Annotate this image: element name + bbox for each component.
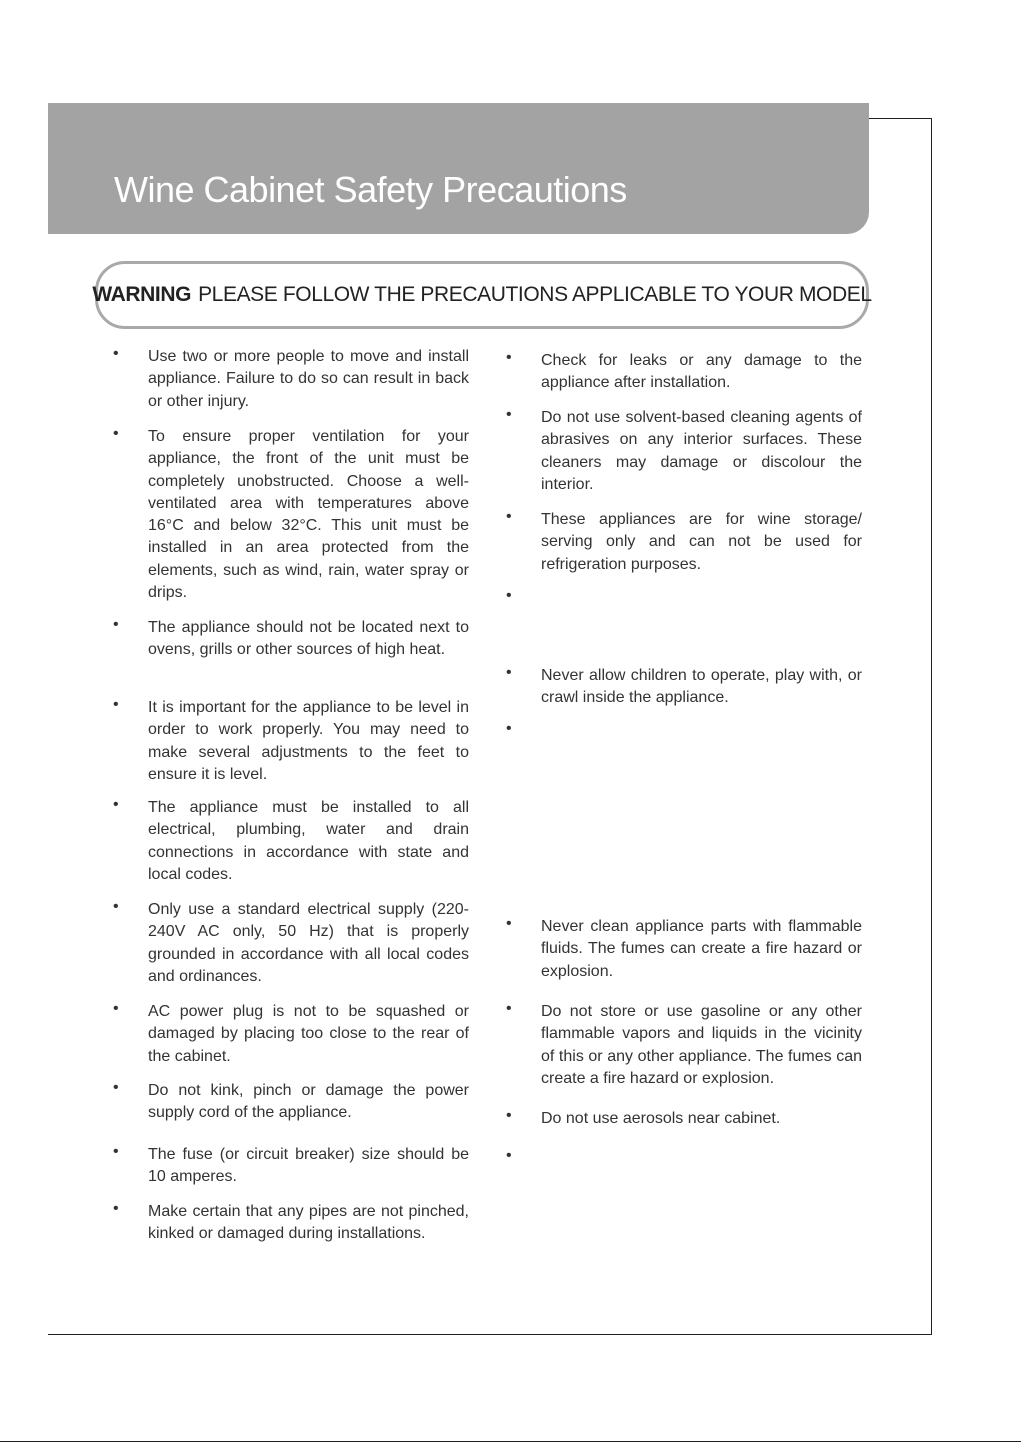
warning-text: PLEASE FOLLOW THE PRECAUTIONS APPLICABLE TO YOUR MODEL [198, 283, 872, 306]
bullet-icon: • [506, 720, 512, 737]
page-title: Wine Cabinet Safety Precautions [114, 169, 627, 210]
bullet-icon: • [113, 1200, 119, 1217]
bottom-rule [48, 1334, 932, 1335]
bullet-icon: • [113, 796, 119, 813]
bullet-icon: • [113, 1079, 119, 1096]
list-item-text: The appliance should not be located next to ovens, grills or other sources of high heat. [148, 619, 469, 659]
list-item-text: Check for leaks or any damage to the appliance after installation. [541, 352, 862, 392]
bullet-icon: • [113, 425, 119, 442]
header-band [48, 103, 869, 234]
list-item-text: The fuse (or circuit breaker) size should be 10 amperes. [148, 1146, 469, 1186]
list-item-text: To ensure proper ventilation for your appliance, the front of the unit must be completely unobstructed. Choose a well-ventilated area with temperatures above 16°C and below 32°C. This unit must be installed in an area protected from the elements, such as wind, rain, water spray or drips. [148, 428, 469, 602]
warning-banner [92, 261, 872, 329]
list-item-text: Never allow children to operate, play with, or crawl inside the appliance. [541, 667, 862, 707]
warning-label: WARNING [92, 283, 192, 306]
list-item-text: Do not store or use gasoline or any other flammable vapors and liquids in the vicinity of this or any other appliance. The fumes can create a fire hazard or explosion. [541, 1003, 862, 1087]
bullet-icon: • [113, 696, 119, 713]
list-item-text: AC power plug is not to be squashed or damaged by placing too close to the rear of the cabinet. [148, 1003, 469, 1065]
list-item-text: Never clean appliance parts with flammable fluids. The fumes can create a fire hazard or explosion. [541, 918, 862, 980]
bullet-icon: • [506, 349, 512, 366]
bullet-icon: • [506, 1147, 512, 1164]
list-item-text: Make certain that any pipes are not pinched, kinked or damaged during installations. [148, 1203, 469, 1243]
list-item-text: It is important for the appliance to be level in order to work properly. You may need to make several adjustments to the feet to ensure it is level. [148, 699, 469, 783]
bullet-icon: • [506, 664, 512, 681]
list-item-text: Do not kink, pinch or damage the power supply cord of the appliance. [148, 1082, 469, 1122]
bullet-icon: • [113, 1143, 119, 1160]
bullet-icon: • [113, 1000, 119, 1017]
bullet-icon: • [113, 616, 119, 633]
list-item-text: Do not use solvent-based cleaning agents of abrasives on any interior surfaces. These cleaners may damage or discolour the interior. [541, 409, 862, 493]
bullet-icon: • [506, 1000, 512, 1017]
page-bottom-rule [0, 1441, 1021, 1442]
bullet-icon: • [506, 587, 512, 604]
right-rule [931, 118, 932, 1335]
list-item-text: Use two or more people to move and install appliance. Failure to do so can result in back or other injury. [148, 348, 469, 410]
bullet-icon: • [506, 508, 512, 525]
bullet-icon: • [113, 345, 119, 362]
bullet-icon: • [506, 915, 512, 932]
list-item-text: These appliances are for wine storage/ serving only and can not be used for refrigeration purposes. [541, 511, 862, 573]
bullet-icon: • [506, 406, 512, 423]
list-item-text: The appliance must be installed to all electrical, plumbing, water and drain connections in accordance with state and local codes. [148, 799, 469, 883]
bullet-icon: • [506, 1107, 512, 1124]
list-item-text: Do not use aerosols near cabinet. [541, 1110, 781, 1127]
list-item-text: Only use a standard electrical supply (220-240V AC only, 50 Hz) that is properly grounded in accordance with all local codes and ordinances. [148, 901, 469, 985]
bullet-icon: • [113, 898, 119, 915]
